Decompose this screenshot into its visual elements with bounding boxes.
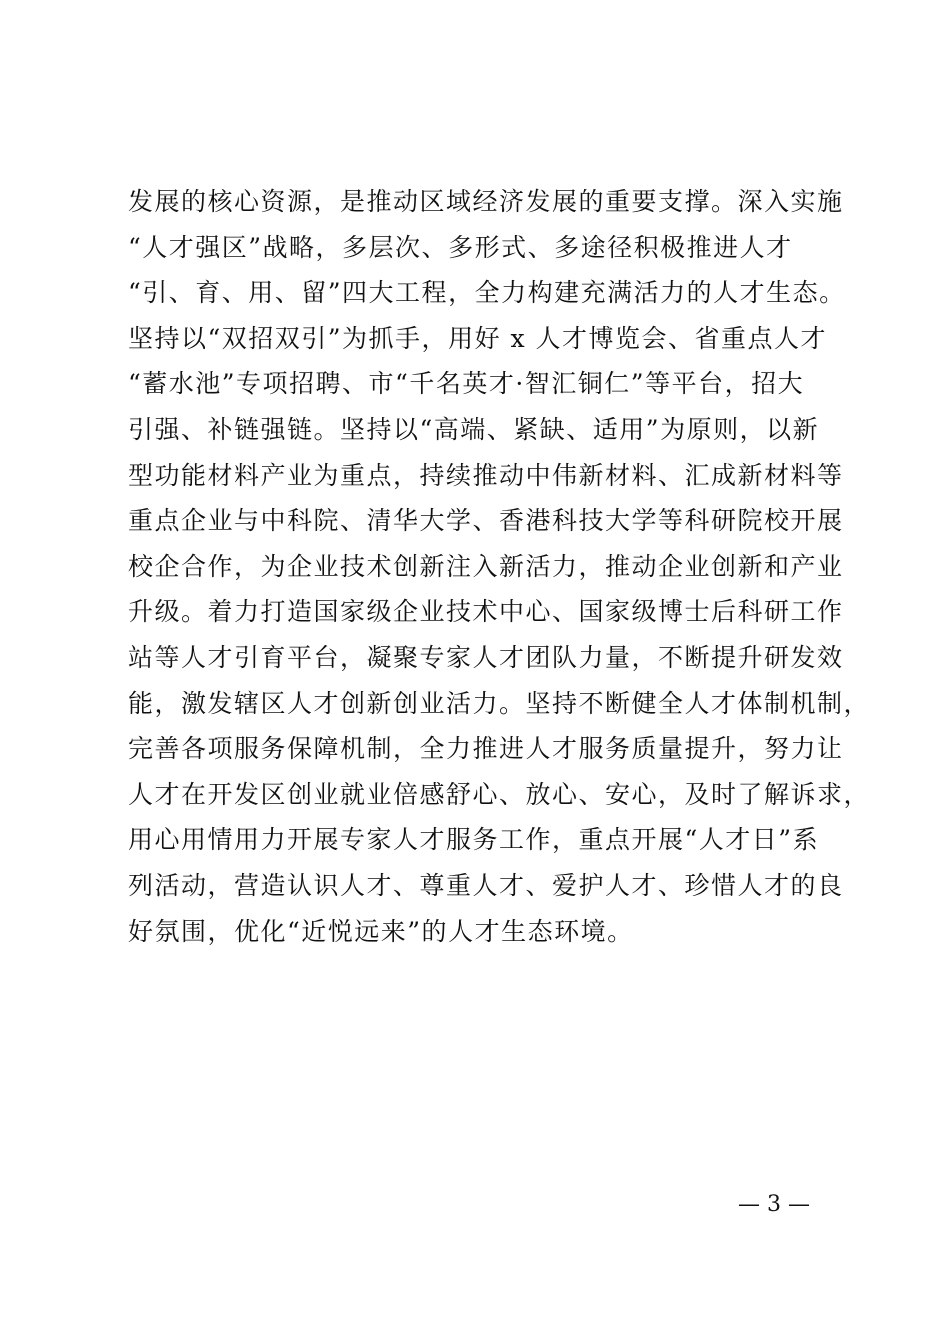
text-line-5: “蓄水池”专项招聘、市“千名英才·智汇铜仁”等平台，招大: [128, 369, 805, 399]
body-paragraph: [128, 179, 871, 954]
text-line-8: 重点企业与中科院、清华大学、香港科技大学等科研院校开展: [128, 506, 844, 536]
text-line-3: “引、育、用、留”四大工程，全力构建充满活力的人才生态。: [128, 278, 846, 308]
text-line-9: 校企合作，为企业技术创新注入新活力，推动企业创新和产业: [128, 551, 844, 581]
text-line-16: 列活动，营造认识人才、尊重人才、爱护人才、珍惜人才的良: [128, 870, 844, 900]
text-line-14: 人才在开发区创业就业倍感舒心、放心、安心，及时了解诉求，: [128, 779, 871, 809]
text-line-7: 型功能材料产业为重点，持续推动中伟新材料、汇成新材料等: [128, 460, 844, 490]
text-line-12: 能，激发辖区人才创新创业活力。坚持不断健全人才体制机制，: [128, 688, 871, 718]
text-line-10: 升级。着力打造国家级企业技术中心、国家级博士后科研工作: [128, 597, 844, 627]
text-line-15: 用心用情用力开展专家人才服务工作，重点开展“人才日”系: [128, 825, 820, 855]
page-number: — 3 —: [738, 1192, 810, 1217]
text-line-17: 好氛围，优化“近悦远来”的人才生态环境。: [128, 916, 634, 946]
text-line-13: 完善各项服务保障机制，全力推进人才服务质量提升，努力让: [128, 734, 844, 764]
text-line-4: 坚持以“双招双引”为抓手，用好 x 人才博览会、省重点人才: [128, 323, 828, 353]
text-line-6: 引强、补链强链。坚持以“高端、紧缺、适用”为原则，以新: [128, 414, 820, 444]
text-line-11: 站等人才引育平台，凝聚专家人才团队力量，不断提升研发效: [128, 642, 844, 672]
text-line-2: “人才强区”战略，多层次、多形式、多途径积极推进人才: [128, 232, 793, 262]
text-line-1: 发展的核心资源，是推动区域经济发展的重要支撑。深入实施: [128, 187, 844, 216]
